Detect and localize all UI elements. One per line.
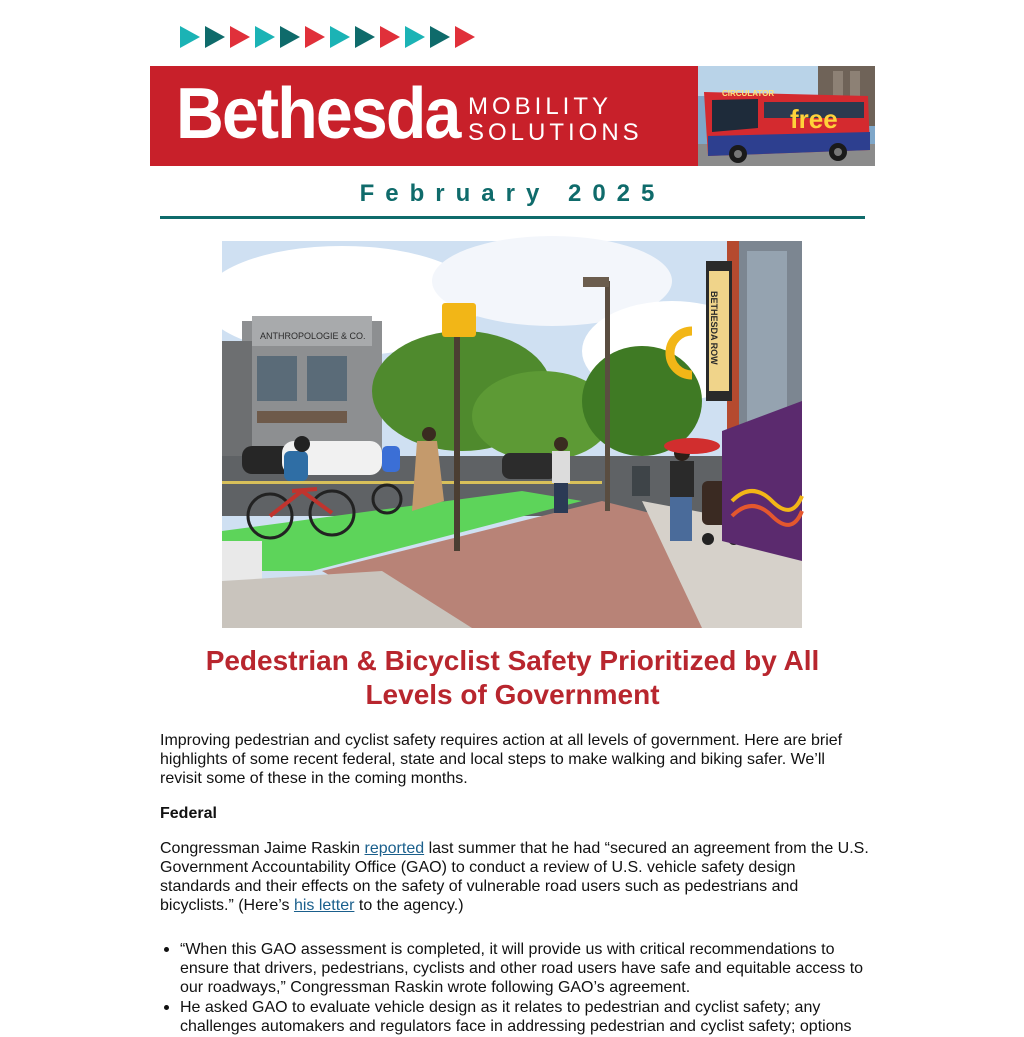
federal-paragraph [160,839,870,915]
arrow-teal-icon [405,26,425,48]
circulator-bus-image [698,66,875,166]
issue-date: February 2025 [359,180,666,207]
street-scene-photo [222,241,802,628]
brand-subtitle-line2: SOLUTIONS [468,119,643,146]
arrow-dark-icon [355,26,375,48]
arrow-dark-icon [205,26,225,48]
arrow-red-icon [230,26,250,48]
arrow-red-icon [305,26,325,48]
bus-free-text: free [790,104,838,134]
arrow-dark-icon [430,26,450,48]
arrow-decoration-row [180,26,475,50]
federal-paragraph-text: last summer that he had “secured an agreement from the U.S. Government Accountability Office (GAO) to conduct a review of U.S. vehicle safety design standards and their effects on the safety of vulnerable road users such as pedestrians and bicyclists.” (Here’s [160,840,869,914]
arrow-teal-icon [180,26,200,48]
bus-sign-text: CIRCULATOR [722,89,775,98]
reported-link[interactable]: reported [364,840,425,857]
federal-paragraph-text: Congressman Jaime Raskin [160,840,365,857]
theater-sign-text: BETHESDA ROW [709,291,719,365]
list-item: He asked GAO to evaluate vehicle design as it relates to pedestrian and cyclist safety; any challenges automakers and regulators face in addressing pedestrian and cyclist safety; options [180,998,870,1036]
his-letter-link[interactable]: his letter [293,897,355,914]
federal-bullet-list [180,940,870,1037]
federal-paragraph-text: to the agency.) [354,897,464,914]
article-headline: Pedestrian & Bicyclist Safety Prioritized by All Levels of Government [205,645,820,710]
list-item: “When this GAO assessment is completed, it will provide us with critical recommendations to ensure that drivers, pedestrians, cyclists and other road users have safe and equitable access to our roadways,” Congressman Raskin wrote following GAO’s agreement. [180,940,870,997]
article-intro: Improving pedestrian and cyclist safety requires action at all levels of government. Here are brief highlights of some recent federal, state and local steps to make walking and biking safer. We’ll revisit some of these in the coming months. [160,732,843,787]
header-banner [150,66,875,166]
divider [160,216,865,219]
brand-subtitle [468,94,643,146]
arrow-red-icon [380,26,400,48]
brand-subtitle-line1: MOBILITY [468,93,613,120]
arrow-red-icon [455,26,475,48]
brand-logo-text: Bethesda [176,74,460,154]
arrow-teal-icon [330,26,350,48]
arrow-teal-icon [255,26,275,48]
store-sign-text: ANTHROPOLOGIE & CO. [260,331,366,341]
arrow-dark-icon [280,26,300,48]
section-heading-federal: Federal [160,805,217,822]
